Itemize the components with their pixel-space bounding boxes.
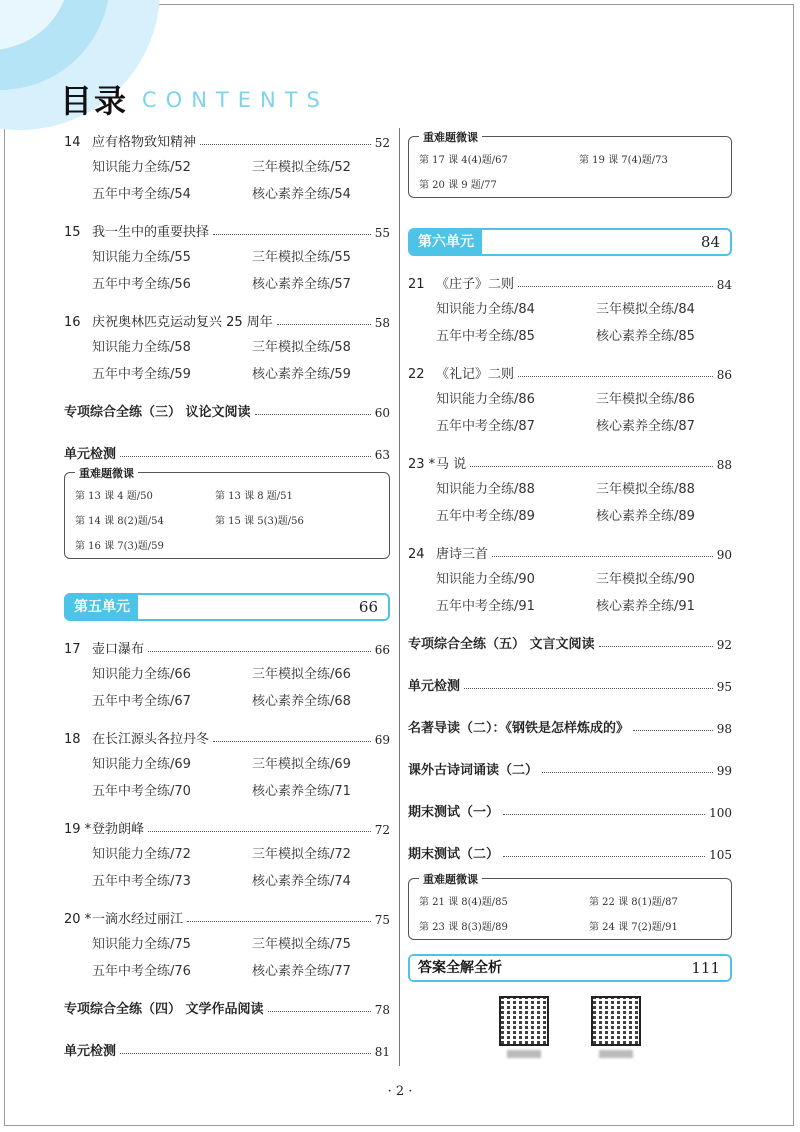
lesson-page: 72 [374, 823, 390, 837]
drill-link[interactable]: 五年中考全练/54 [92, 187, 191, 202]
toc-section[interactable]: 单元检测 95 [408, 679, 732, 694]
lesson-title: 庆祝奥林匹克运动复兴 25 周年 [92, 315, 273, 330]
lesson-number: 22 [408, 367, 425, 382]
lesson-title: 马 说 [436, 457, 467, 472]
qr-code[interactable] [589, 996, 643, 1058]
lesson-heading[interactable] [408, 450, 732, 472]
lesson-heading[interactable] [64, 905, 390, 927]
lesson-title: 《庄子》二则 [436, 277, 515, 292]
drill-link[interactable]: 知识能力全练/75 [92, 937, 191, 952]
drill-link[interactable]: 核心素养全练/87 [596, 419, 695, 434]
drill-link[interactable]: 知识能力全练/66 [92, 667, 191, 682]
lesson-number: 23 * [408, 457, 436, 472]
lesson-number: 15 [64, 225, 81, 240]
qr-codes [408, 996, 732, 1058]
unit-six-header[interactable]: 第六单元 84 [408, 228, 732, 256]
drill-link[interactable]: 知识能力全练/55 [92, 250, 191, 265]
lesson-page: 52 [374, 136, 390, 150]
drill-link[interactable]: 核心素养全练/59 [252, 367, 351, 382]
unit-five-header[interactable]: 第五单元 66 [64, 593, 390, 621]
lesson-heading[interactable] [64, 128, 390, 150]
micro-lesson-item[interactable]: 第 15 课 5(3)题/56 [215, 516, 304, 527]
toc-lesson [64, 725, 390, 799]
left-column [64, 128, 390, 1079]
drill-list [92, 246, 390, 292]
drill-link[interactable]: 五年中考全练/73 [92, 874, 191, 889]
toc-lesson [408, 360, 732, 434]
right-column [408, 128, 732, 1058]
lesson-heading[interactable] [64, 218, 390, 240]
drill-link[interactable]: 知识能力全练/86 [436, 392, 535, 407]
lesson-heading[interactable] [64, 635, 390, 657]
drill-link[interactable]: 五年中考全练/85 [436, 329, 535, 344]
lesson-page: 55 [374, 226, 390, 240]
lesson-heading[interactable] [408, 360, 732, 382]
micro-lesson-item[interactable]: 第 17 课 4(4)题/67 [419, 155, 508, 166]
qr-code-icon [591, 996, 641, 1046]
micro-lesson-label: 重难题微课 [419, 871, 482, 887]
toc-lesson [64, 308, 390, 382]
lesson-heading[interactable] [64, 815, 390, 837]
drill-link[interactable]: 核心素养全练/71 [252, 784, 351, 799]
drill-link[interactable]: 五年中考全练/91 [436, 599, 535, 614]
drill-list [92, 933, 390, 979]
drill-link[interactable]: 知识能力全练/72 [92, 847, 191, 862]
drill-link[interactable]: 三年模拟全练/88 [596, 482, 695, 497]
drill-link[interactable]: 五年中考全练/87 [436, 419, 535, 434]
lesson-number: 14 [64, 135, 81, 150]
micro-lesson-item[interactable]: 第 19 课 7(4)题/73 [579, 155, 668, 166]
drill-link[interactable]: 三年模拟全练/69 [252, 757, 351, 772]
page-number: · 2 · [387, 1084, 413, 1099]
lesson-heading[interactable] [64, 725, 390, 747]
toc-section[interactable]: 期末测试（一） 100 [408, 805, 732, 820]
toc-lesson [408, 450, 732, 524]
toc-lesson [64, 815, 390, 889]
lesson-number: 19 * [64, 822, 92, 837]
lesson-page: 84 [716, 278, 732, 292]
micro-lesson-box [64, 467, 390, 559]
lesson-number: 18 [64, 732, 81, 747]
qr-code-icon [499, 996, 549, 1046]
lesson-page: 86 [716, 368, 732, 382]
drill-list [92, 663, 390, 709]
drill-link[interactable]: 五年中考全练/89 [436, 509, 535, 524]
lesson-number: 20 * [64, 912, 92, 927]
drill-link[interactable]: 五年中考全练/76 [92, 964, 191, 979]
page-title: 目录 [60, 82, 129, 120]
toc-lesson [64, 218, 390, 292]
toc-lesson [64, 635, 390, 709]
micro-lesson-box [408, 873, 732, 940]
lesson-title: 唐诗三首 [436, 547, 489, 562]
drill-link[interactable]: 核心素养全练/74 [252, 874, 351, 889]
drill-link[interactable]: 三年模拟全练/72 [252, 847, 351, 862]
toc-lesson [64, 128, 390, 202]
toc-lesson [408, 540, 732, 614]
toc-section[interactable]: 专项综合全练（五） 文言文阅读 92 [408, 637, 732, 652]
micro-lesson-box [408, 131, 732, 198]
lesson-heading[interactable] [408, 540, 732, 562]
drill-link[interactable]: 核心素养全练/68 [252, 694, 351, 709]
drill-link[interactable]: 五年中考全练/67 [92, 694, 191, 709]
micro-lesson-item[interactable]: 第 14 课 8(2)题/54 [75, 516, 164, 527]
drill-link[interactable]: 五年中考全练/59 [92, 367, 191, 382]
lesson-number: 16 [64, 315, 81, 330]
drill-link[interactable]: 知识能力全练/52 [92, 160, 191, 175]
lesson-page: 88 [716, 458, 732, 472]
drill-link[interactable]: 知识能力全练/88 [436, 482, 535, 497]
toc-section-unit-test[interactable]: 单元检测 63 [64, 447, 390, 462]
toc-section-special3[interactable]: 专项综合全练（三） 议论文阅读 60 [64, 405, 390, 420]
drill-list [436, 388, 732, 434]
micro-lesson-item[interactable]: 第 21 课 8(4)题/85 [419, 897, 508, 908]
micro-lesson-item[interactable]: 第 24 课 7(2)题/91 [589, 922, 678, 933]
toc-section-unit-test-2[interactable]: 单元检测 81 [64, 1044, 390, 1059]
drill-link[interactable]: 知识能力全练/69 [92, 757, 191, 772]
drill-link[interactable]: 五年中考全练/70 [92, 784, 191, 799]
toc-section[interactable]: 名著导读（二）：《钢铁是怎样炼成的》 98 [408, 721, 732, 736]
drill-link[interactable]: 核心素养全练/54 [252, 187, 351, 202]
column-divider [399, 128, 400, 1066]
drill-list [92, 753, 390, 799]
lesson-title: 壶口瀑布 [92, 642, 145, 657]
drill-link[interactable]: 三年模拟全练/90 [596, 572, 695, 587]
drill-link[interactable]: 三年模拟全练/84 [596, 302, 695, 317]
micro-lesson-item[interactable]: 第 13 课 4 题/50 [75, 491, 153, 502]
drill-list [436, 478, 732, 524]
drill-link[interactable]: 知识能力全练/90 [436, 572, 535, 587]
drill-link[interactable]: 五年中考全练/56 [92, 277, 191, 292]
lesson-page: 58 [374, 316, 390, 330]
lesson-number: 17 [64, 642, 81, 657]
drill-link[interactable]: 三年模拟全练/75 [252, 937, 351, 952]
drill-list [92, 156, 390, 202]
lesson-heading[interactable] [64, 308, 390, 330]
toc-section[interactable]: 期末测试（二） 105 [408, 847, 732, 862]
toc-section[interactable]: 课外古诗词诵读（二） 99 [408, 763, 732, 778]
micro-lesson-item[interactable]: 第 13 课 8 题/51 [215, 491, 293, 502]
drill-list [436, 568, 732, 614]
toc-lesson [408, 270, 732, 344]
lesson-number: 24 [408, 547, 425, 562]
toc-section-special4[interactable]: 专项综合全练（四） 文学作品阅读 78 [64, 1002, 390, 1017]
drill-list [92, 843, 390, 889]
lesson-page: 66 [374, 643, 390, 657]
lesson-number: 21 [408, 277, 425, 292]
drill-link[interactable]: 核心素养全练/57 [252, 277, 351, 292]
drill-link[interactable]: 核心素养全练/77 [252, 964, 351, 979]
lesson-title: 《礼记》二则 [436, 367, 515, 382]
drill-link[interactable]: 三年模拟全练/55 [252, 250, 351, 265]
qr-code[interactable] [497, 996, 551, 1058]
micro-lesson-label: 重难题微课 [75, 465, 138, 481]
lesson-title: 登勃朗峰 [92, 822, 145, 837]
drill-link[interactable]: 核心素养全练/85 [596, 329, 695, 344]
lesson-title: 在长江源头各拉丹冬 [92, 732, 210, 747]
drill-link[interactable]: 三年模拟全练/66 [252, 667, 351, 682]
lesson-title: 我一生中的重要抉择 [92, 225, 210, 240]
micro-lesson-item[interactable]: 第 20 课 9 题/77 [419, 180, 497, 191]
drill-link[interactable]: 三年模拟全练/58 [252, 340, 351, 355]
drill-list [436, 298, 732, 344]
micro-lesson-item[interactable]: 第 22 课 8(1)题/87 [589, 897, 678, 908]
drill-link[interactable]: 核心素养全练/89 [596, 509, 695, 524]
lesson-page: 90 [716, 548, 732, 562]
drill-link[interactable]: 知识能力全练/84 [436, 302, 535, 317]
drill-list [92, 336, 390, 382]
micro-lesson-label: 重难题微课 [419, 129, 482, 145]
lesson-title: 应有格物致知精神 [92, 135, 197, 150]
lesson-title: 一滴水经过丽江 [92, 912, 184, 927]
answers-header[interactable]: 答案全解全析 111 [408, 954, 732, 982]
drill-link[interactable]: 知识能力全练/58 [92, 340, 191, 355]
lesson-heading[interactable] [408, 270, 732, 292]
drill-link[interactable]: 三年模拟全练/52 [252, 160, 351, 175]
lesson-page: 75 [374, 913, 390, 927]
micro-lesson-item[interactable]: 第 23 课 8(3)题/89 [419, 922, 508, 933]
micro-lesson-item[interactable]: 第 16 课 7(3)题/59 [75, 541, 164, 552]
drill-link[interactable]: 核心素养全练/91 [596, 599, 695, 614]
toc-lesson [64, 905, 390, 979]
lesson-page: 69 [374, 733, 390, 747]
page-subtitle: CONTENTS [142, 88, 329, 112]
drill-link[interactable]: 三年模拟全练/86 [596, 392, 695, 407]
